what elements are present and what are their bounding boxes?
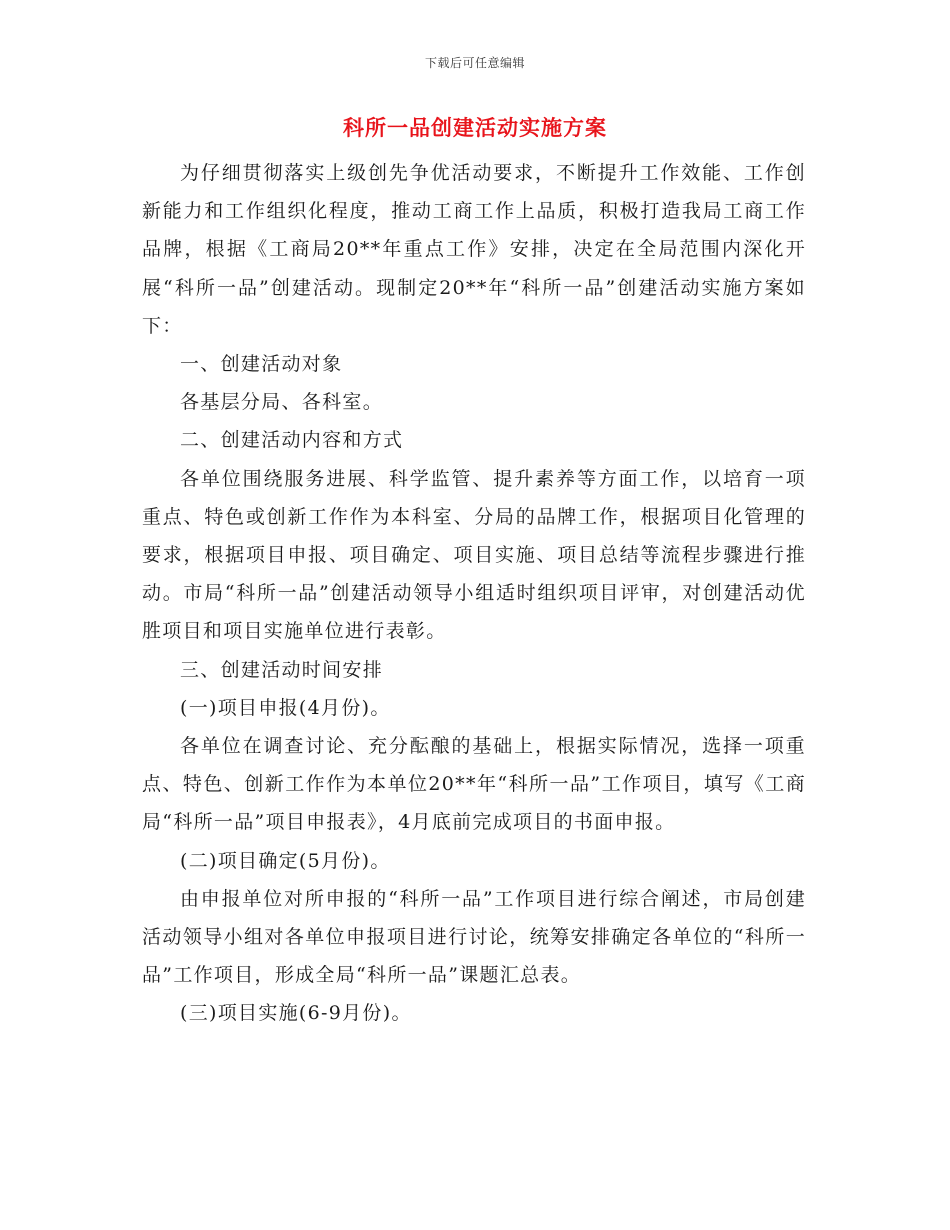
header-note: 下载后可任意编辑 [424,56,525,70]
body-paragraph: 由申报单位对所申报的“科所一品”工作项目进行综合阐述，市局创建活动领导小组对各单位申报项目进行讨论，统筹安排确定各单位的“科所一品”工作项目，形成全局“科所一品”课题汇总表。 [142,887,806,987]
subsection-heading-3: (三)项目实施(6-9月份)。 [180,1002,412,1025]
section-heading-1: 一、创建活动对象 [180,353,343,376]
body-paragraph: 各单位在调查讨论、充分酝酿的基础上，根据实际情况，选择一项重点、特色、创新工作作为本单位20**年“科所一品”工作项目，填写《工商局“科所一品”项目申报表》，4月底前完成项目的书面申报。 [142,735,806,834]
subsection-heading-2: (二)项目确定(5月份)。 [180,849,391,872]
body-paragraph: 各单位围绕服务进展、科学监管、提升素养等方面工作，以培育一项重点、特色或创新工作作为本科室、分局的品牌工作，根据项目化管理的要求，根据项目申报、项目确定、项目实施、项目总结等流程步骤进行推动。市局“科所一品”创建活动领导小组适时组织项目评审，对创建活动优胜项目和项目实施单位进行表彰。 [142,467,806,643]
document-title: 科所一品创建活动实施方案 [343,115,607,140]
subsection-heading-1: (一)项目申报(4月份)。 [180,696,391,719]
section-heading-3: 三、创建活动时间安排 [180,658,384,681]
section-heading-2: 二、创建活动内容和方式 [180,429,404,452]
document-body [142,154,806,1033]
body-paragraph: 各基层分局、各科室。 [180,391,384,414]
intro-paragraph: 为仔细贯彻落实上级创先争优活动要求，不断提升工作效能、工作创新能力和工作组织化程度，推动工商工作上品质，积极打造我局工商工作品牌，根据《工商局20**年重点工作》安排，决定在全局范围内深化开展“科所一品”创建活动。现制定20**年“科所一品”创建活动实施方案如下： [142,162,806,337]
